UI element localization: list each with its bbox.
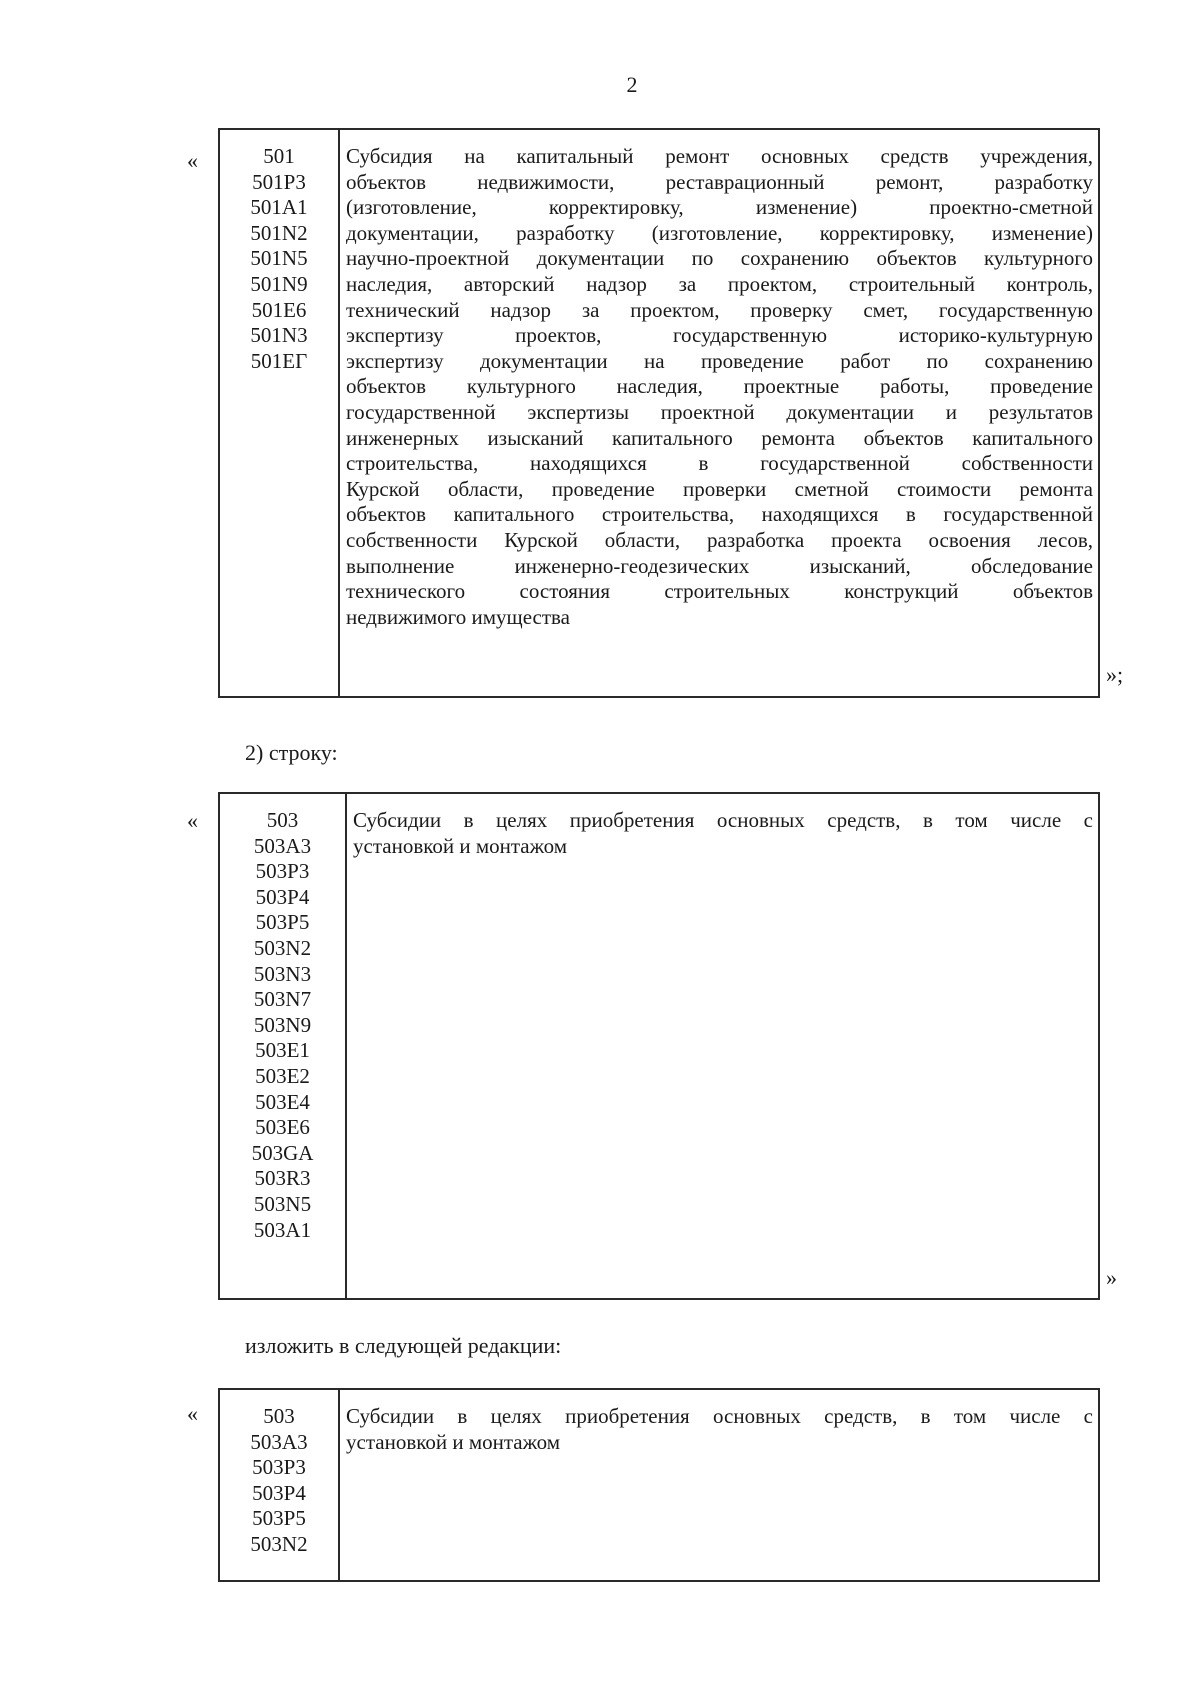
- code-item: 503Е4: [255, 1089, 310, 1114]
- open-quote: «: [187, 148, 198, 173]
- code-item: 503Р3: [255, 859, 310, 884]
- code-table-501: [218, 128, 1100, 698]
- close-quote: »;: [1106, 662, 1124, 687]
- code-item: 503Р5: [255, 910, 310, 935]
- code-item: 503Р4: [255, 884, 310, 909]
- description-line: технического состояния строительных конструкций объектов: [346, 579, 1093, 604]
- description-line: Курской области, проведение проверки сметной стоимости ремонта: [346, 476, 1093, 501]
- close-quote: »: [1106, 1265, 1117, 1290]
- code-item: 501Е6: [251, 297, 307, 322]
- description-line: объектов капитального строительства, находящихся в государственной: [346, 502, 1093, 527]
- description-line: установкой и монтажом: [353, 833, 567, 858]
- description-line: выполнение инженерно-геодезических изысканий, обследование: [346, 553, 1093, 578]
- code-item: 501А1: [250, 195, 308, 220]
- code-item: 503: [263, 1404, 295, 1428]
- code-column: [220, 794, 347, 1298]
- code-item: 503N7: [253, 987, 312, 1012]
- description-cell: [340, 1390, 1098, 1580]
- description-line: строительства, находящихся в государственной собственности: [346, 451, 1093, 476]
- description-line: Субсидии в целях приобретения основных средств, в том числе с: [346, 1404, 1093, 1428]
- code-item: 503: [266, 808, 299, 832]
- code-item: 503Е2: [255, 1063, 310, 1088]
- paragraph-edit: изложить в следующей редакции:: [245, 1333, 562, 1358]
- code-item: 503Р5: [252, 1506, 306, 1531]
- code-item: 501N2: [250, 220, 308, 245]
- code-item: 503GA: [251, 1140, 314, 1165]
- description-line: объектов недвижимости, реставрационный ремонт, разработку: [346, 169, 1093, 194]
- description-cell: [340, 130, 1098, 696]
- code-item: 503Е6: [255, 1115, 310, 1140]
- description-line: наследия, авторский надзор за проектом, строительный контроль,: [346, 271, 1093, 296]
- code-item: 503Р4: [252, 1480, 306, 1505]
- code-item: 501N9: [250, 271, 308, 296]
- code-item: 503N3: [253, 961, 312, 986]
- code-item: 501N3: [250, 323, 308, 348]
- description-line: установкой и монтажом: [346, 1429, 560, 1454]
- description-line: экспертизу проектов, государственную историко-культурную: [346, 323, 1093, 348]
- description-line: объектов культурного наследия, проектные работы, проведение: [346, 374, 1093, 399]
- code-table-503-old: [218, 792, 1100, 1300]
- description-line: недвижимого имущества: [346, 604, 570, 629]
- description-line: инженерных изысканий капитального ремонта объектов капитального: [346, 425, 1093, 450]
- description-line: собственности Курской области, разработка проекта освоения лесов,: [346, 527, 1093, 552]
- code-item: 503R3: [254, 1166, 311, 1191]
- open-quote: «: [187, 1401, 198, 1426]
- code-item: 503N2: [250, 1531, 308, 1556]
- code-item: 503Р3: [252, 1455, 306, 1480]
- code-item: 503N5: [253, 1191, 312, 1216]
- description-line: экспертизу документации на проведение работ по сохранению: [346, 348, 1093, 373]
- code-item: 503Е1: [255, 1038, 310, 1063]
- code-item: 503N2: [253, 935, 312, 960]
- code-table-503-new: [218, 1388, 1100, 1582]
- code-column: [220, 130, 340, 696]
- code-item: 503А3: [250, 1429, 308, 1454]
- code-item: 501N5: [250, 246, 308, 271]
- code-item: 503А3: [253, 833, 312, 858]
- description-cell: [347, 794, 1098, 1298]
- paragraph-string: 2) строку:: [245, 740, 338, 765]
- code-item: 503А1: [253, 1217, 312, 1242]
- code-item: 501Р3: [252, 169, 306, 194]
- description-line: Субсидия на капитальный ремонт основных средств учреждения,: [346, 144, 1093, 168]
- code-item: 501ЕГ: [250, 348, 308, 373]
- description-line: Субсидии в целях приобретения основных средств, в том числе с: [353, 808, 1093, 832]
- code-column: [220, 1390, 340, 1580]
- code-item: 503N9: [253, 1012, 312, 1037]
- description-line: государственной экспертизы проектной документации и результатов: [346, 399, 1093, 424]
- description-line: научно-проектной документации по сохранению объектов культурного: [346, 246, 1093, 271]
- description-line: (изготовление, корректировку, изменение) проектно-сметной: [346, 195, 1093, 220]
- page-number: 2: [626, 72, 638, 97]
- description-line: документации, разработку (изготовление, корректировку, изменение): [346, 220, 1093, 245]
- description-line: технический надзор за проектом, проверку смет, государственную: [346, 297, 1093, 322]
- open-quote: «: [187, 808, 198, 833]
- code-item: 501: [263, 144, 295, 168]
